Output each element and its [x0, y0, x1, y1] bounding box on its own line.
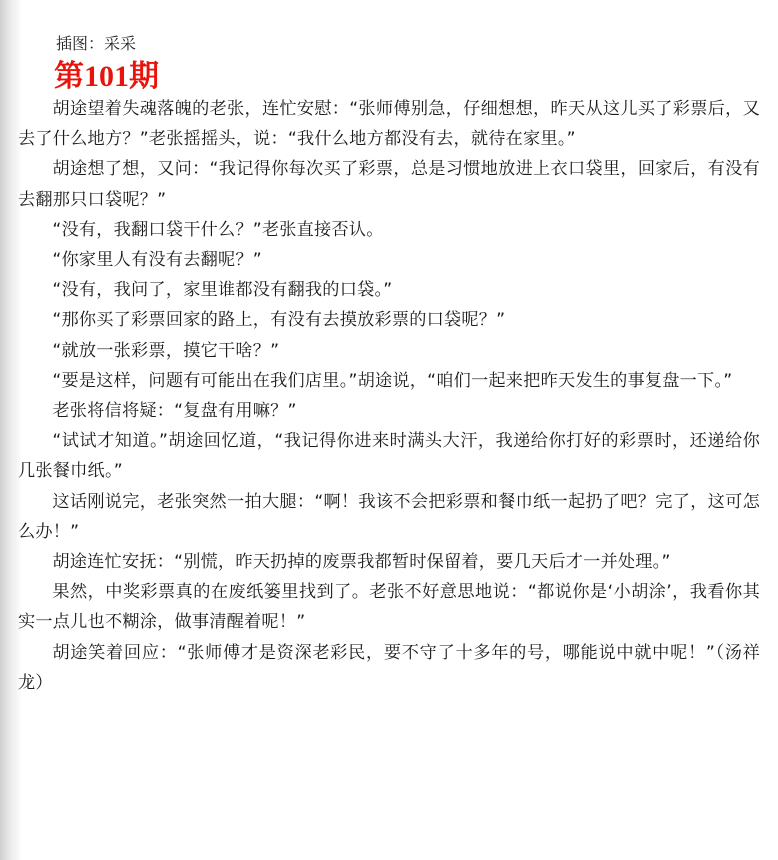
- paragraph-13: 果然，中奖彩票真的在废纸篓里找到了。老张不好意思地说：“都说你是‘小胡涂’，我看你其实一点儿也不糊涂，做事清醒着呢！”: [18, 582, 760, 633]
- article: [18, 32, 760, 698]
- paragraph-5: “没有，我问了，家里谁都没有翻我的口袋。”: [52, 280, 393, 301]
- paragraph-1: 胡途望着失魂落魄的老张，连忙安慰：“张师傅别急，仔细想想，昨天从这儿买了彩票后，又去了什么地方？”老张摇摇头，说：“我什么地方都没有去，就待在家里。”: [18, 99, 760, 150]
- paragraph-9: 老张将信将疑：“复盘有用嘛？”: [52, 401, 297, 422]
- paragraph-11: 这话刚说完，老张突然一拍大腿：“啊！我该不会把彩票和餐巾纸一起扔了吧？完了，这可怎么办！”: [18, 491, 760, 542]
- paragraph-14: 胡途笑着回应：“张师傅才是资深老彩民，要不守了十多年的号，哪能说中就中呢！”（汤祥龙）: [18, 642, 760, 693]
- paragraph-8: “要是这样，问题有可能出在我们店里。”胡途说，“咱们一起来把昨天发生的事复盘一下。”: [52, 370, 733, 391]
- paragraph-10: “试试才知道。”胡途回忆道，“我记得你进来时满头大汗，我递给你打好的彩票时，还递给你几张餐巾纸。”: [18, 431, 760, 482]
- paragraph-6: “那你买了彩票回家的路上，有没有去摸放彩票的口袋呢？”: [52, 310, 506, 331]
- issue-title: 第101期: [54, 60, 159, 93]
- paragraph-2: 胡途想了想，又问：“我记得你每次买了彩票，总是习惯地放进上衣口袋里，回家后，有没有去翻那只口袋呢？”: [18, 159, 760, 210]
- illustration-credit: 插图：采采: [56, 34, 137, 53]
- paragraph-12: 胡途连忙安抚：“别慌，昨天扔掉的废票我都暂时保留着，要几天后才一并处理。”: [52, 552, 671, 573]
- paragraph-4: “你家里人有没有去翻呢？”: [52, 250, 262, 271]
- paragraph-7: “就放一张彩票，摸它干啥？”: [52, 340, 280, 361]
- paragraph-3: “没有，我翻口袋干什么？”老张直接否认。: [52, 219, 384, 240]
